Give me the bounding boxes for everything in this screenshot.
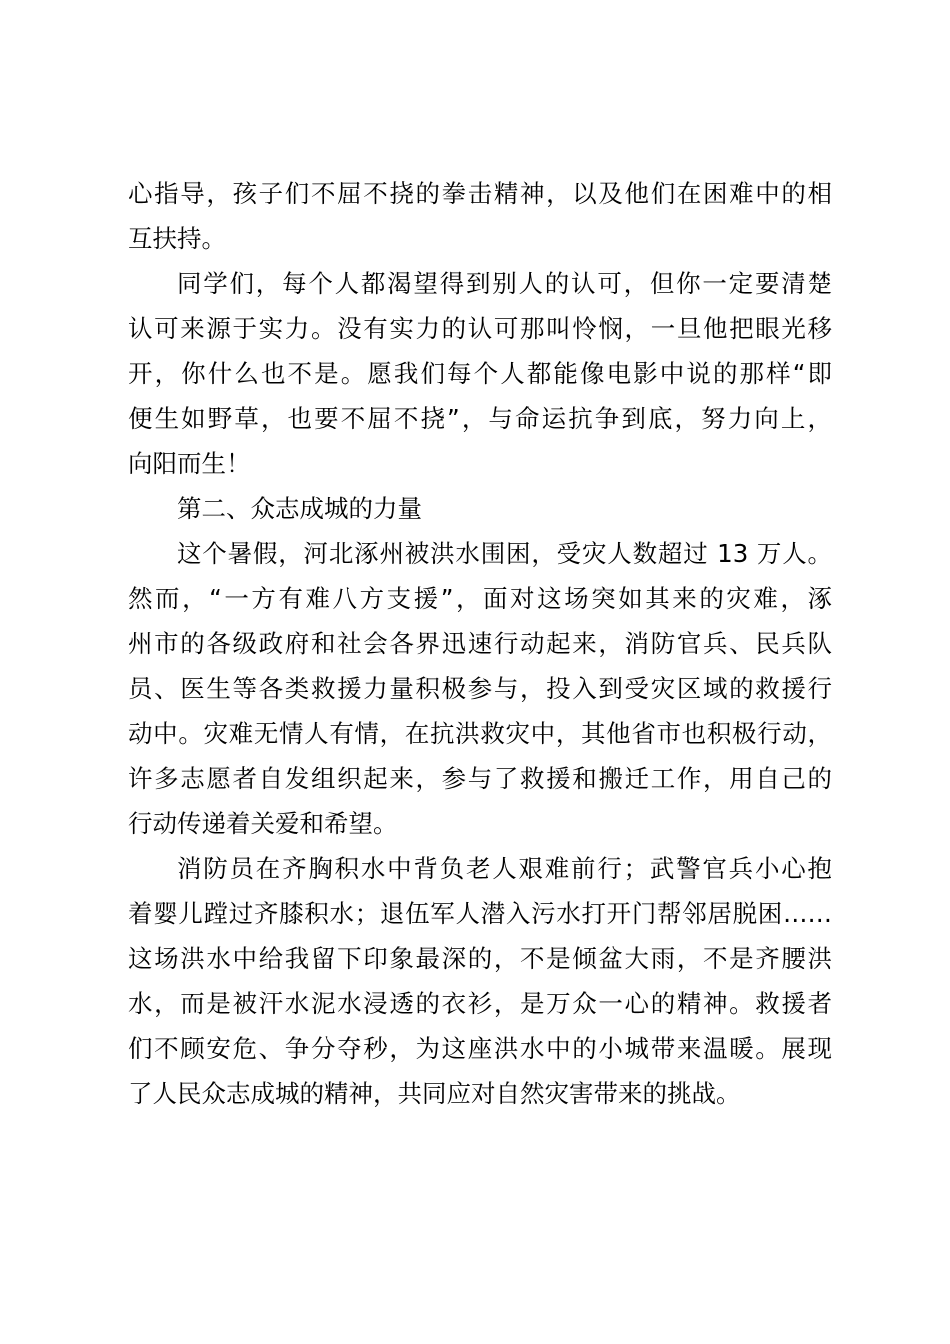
text-line: 州市的各级政府和社会各界迅速行动起来，消防官兵、民兵队 [128, 629, 832, 658]
section-heading: 第二、众志成城的力量 [177, 494, 422, 523]
text-line: 心指导，孩子们不屈不挠的拳击精神，以及他们在困难中的相 [128, 179, 832, 208]
text-line: 这场洪水中给我留下印象最深的，不是倾盆大雨，不是齐腰洪 [128, 944, 832, 973]
text-line: 然而，“一方有难八方支援”，面对这场突如其来的灾难，涿 [128, 584, 832, 613]
text-line: 水，而是被汗水泥水浸透的衣衫，是万众一心的精神。救援者 [128, 989, 832, 1018]
paragraph-first-line: 这个暑假，河北涿州被洪水围困，受灾人数超过 13 万人。 [177, 539, 832, 568]
text-line: 便生如野草，也要不屈不挠”，与命运抗争到底，努力向上， [128, 404, 832, 433]
text-line: 互扶持。 [128, 224, 226, 253]
text-line: 行动传递着关爱和希望。 [128, 809, 398, 838]
text-line: 了人民众志成城的精神，共同应对自然灾害带来的挑战。 [128, 1079, 741, 1108]
paragraph-first-line: 同学们，每个人都渴望得到别人的认可，但你一定要清楚 [177, 269, 832, 298]
text-line: 着婴儿蹚过齐膝积水；退伍军人潜入污水打开门帮邻居脱困…… [128, 899, 832, 928]
text-line: 向阳而生！ [128, 449, 251, 478]
text-line: 开，你什么也不是。愿我们每个人都能像电影中说的那样“即 [128, 359, 832, 388]
text-line: 许多志愿者自发组织起来，参与了救援和搬迁工作，用自己的 [128, 764, 832, 793]
paragraph-first-line: 消防员在齐胸积水中背负老人艰难前行；武警官兵小心抱 [177, 854, 832, 883]
text-line: 认可来源于实力。没有实力的认可那叫怜悯，一旦他把眼光移 [128, 314, 832, 343]
text-line: 动中。灾难无情人有情，在抗洪救灾中，其他省市也积极行动， [128, 719, 832, 748]
text-line: 员、医生等各类救援力量积极参与，投入到受灾区域的救援行 [128, 674, 832, 703]
text-line: 们不顾安危、争分夺秒，为这座洪水中的小城带来温暖。展现 [128, 1034, 832, 1063]
